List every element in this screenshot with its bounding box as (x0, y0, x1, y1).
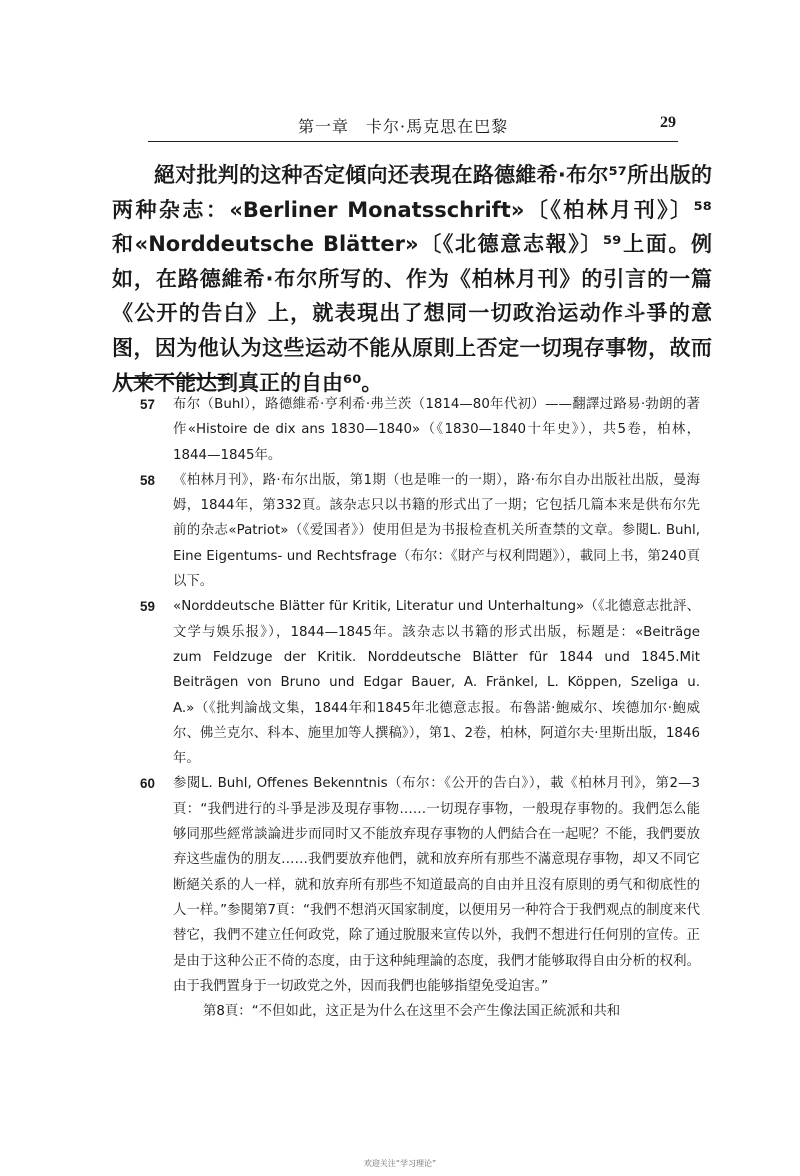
footnote-text: «Norddeutsche Blätter für Kritik, Literatur und Unterhaltung»（《北德意志批評、文学与娛乐报》），1844—1845年。該杂志以书籍的形式出版，标題是：«Beiträge zum Feldzuge der Kritik. Norddeutsche Blätter für 1844 und 1845.Mit Beiträgen von Bruno und Edgar Bauer, A. Fränkel, L. Köppen, Szeliga u. A.»（《批判論战文集，1844年和1845年北德意志报。布魯諾·鮑威尔、埃德加尔·鮑威尔、佛兰克尔、科本、施里加等人撰稿》），第1、2卷，柏林，阿道尔夫·里斯出版，1846年。 (173, 599, 700, 767)
footnote-rule (118, 377, 230, 379)
bottom-watermark-note: 欢迎关注“学习理论” (363, 1159, 437, 1168)
footnotes (140, 392, 700, 1024)
footnote-text: 《柏林月刊》，路·布尔出版，第1期（也是唯一的一期），路·布尔自办出版社出版，曼海姆，1844年，第332頁。該杂志只以书籍的形式出了一期；它包括几篇本来是供布尔先前的杂志«Patriot»（《爱国者》）使用但是为书报检查机关所查禁的文章。参閱L. Buhl, Eine Eigentums- und Rechtsfrage（布尔：《財产与权利問題》），載同上书，第240頁以下。 (173, 472, 700, 590)
footnote-number: 58 (140, 472, 155, 488)
page-number: 29 (660, 114, 676, 131)
footnote-number: 59 (140, 599, 155, 615)
main-text (112, 158, 712, 400)
running-header (148, 112, 676, 142)
footnote-text: 参閱L. Buhl, Offenes Bekenntnis（布尔：《公开的告白》），載《柏林月刊》，第2—3頁：“我們进行的斗爭是涉及現存事物……一切現存事物，一般現存事物的。我們怎么能够同那些經常談論进步而同时又不能放弃現存事物的人們結合在一起呢？不能，我們要放弃这些虛伪的朋友……我們要放弃他們，就和放弃所有那些不滿意現存事物，却又不同它断絕关系的人一样，就和放弃所有那些不知道最高的自由并且沒有原則的勇气和彻底性的人一样。”参閱第7頁：“我們不想消灭国家制度，以便用另一种符合于我們观点的制度来代替它，我們不建立任何政党，除了通过脫服来宣传以外，我們不想进行任何別的宣传。正是由于这种公正不倚的态度，由于这种純理論的态度，我們才能够取得自由分析的权利。由于我們置身于一切政党之外，因而我們也能够指望免受迫害。” (173, 776, 700, 994)
chapter-title: 第一章 卡尔·馬克思在巴黎 (298, 117, 509, 136)
footnote-text: 布尔（Buhl），路德維希·亨利希·弗兰茨（1814—80年代初）——翻譯过路易·勃朗的著作«Histoire de dix ans 1830—1840»（《1830—1840十年史》），共5卷，柏林，1844—1845年。 (173, 397, 700, 463)
footnote-58 (140, 468, 700, 594)
footnote-57 (140, 392, 700, 468)
footnote-continuation: 第8頁：“不但如此，这正是为什么在这里不会产生像法国正統派和共和 (203, 1004, 621, 1020)
header-rule (148, 141, 678, 142)
footnote-number: 60 (140, 776, 155, 792)
footnote-number: 57 (140, 397, 155, 412)
footnote-59 (140, 594, 700, 771)
body-paragraph: 絕对批判的这种否定傾向还表現在路德維希·布尔⁵⁷所出版的两种杂志：«Berliner Monatsschrift»〔《柏林月刊》〕⁵⁸和«Norddeutsche Blätter»〔《北德意志報》〕⁵⁹上面。例如，在路德維希·布尔所写的、作为《柏林月刊》的引言的一篇《公开的告白》上，就表現出了想同一切政治运动作斗爭的意图，因为他认为这些运动不能从原則上否定一切現存事物，故而从来不能达到真正的自由⁶⁰。 (112, 163, 712, 395)
footnote-60 (140, 771, 700, 999)
